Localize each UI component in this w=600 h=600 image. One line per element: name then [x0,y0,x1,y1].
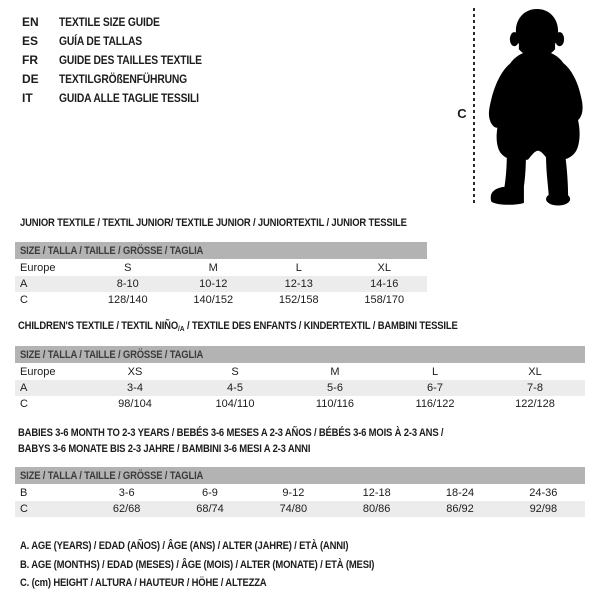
cell: XL [528,366,542,378]
baby-silhouette-icon [484,5,596,206]
language-row [22,31,225,50]
footnote-b [20,556,432,575]
language-code: DE [22,71,39,86]
language-title: GUIDE DES TAILLES TEXTILE [59,52,202,67]
cell: 68/74 [196,503,224,515]
cell: 80/86 [362,503,391,515]
babies-table-title [18,425,513,457]
cell: 10-12 [199,278,228,290]
cell: S [231,366,239,378]
cell: 86/92 [446,503,474,515]
cell: 3-4 [127,382,143,394]
table-row [15,276,427,292]
cell: 18-24 [445,487,475,499]
babies-size-table [15,467,585,517]
row-label: A [20,382,28,394]
size-header-bar [15,242,427,259]
size-header-bar [15,467,585,484]
language-title: GUIDA ALLE TAGLIE TESSILI [59,90,199,105]
cell: 3-6 [118,487,135,499]
children-size-table [15,346,585,412]
cell: XL [377,262,391,274]
cell: 6-9 [202,487,218,499]
footnote-a [20,537,432,556]
language-code: IT [22,90,33,105]
language-title: GUÍA DE TALLAS [59,33,143,48]
row-label: B [20,487,28,499]
table-row [15,380,585,396]
language-title: TEXTILGRÖßENFÜHRUNG [59,71,188,86]
language-code: EN [22,14,39,29]
babies-title-line1: BABIES 3-6 MONTH TO 2-3 YEARS / BEBÉS 3-6 MESES A 2-3 AÑOS / BÉBÉS 3-6 MOIS À 2-3 ANS / [18,427,444,439]
language-row [22,50,225,69]
title-prefix: CHILDREN'S TEXTILE / TEXTIL NIÑO [18,320,179,332]
language-list [22,12,225,107]
title-subscript: /A [178,324,185,333]
row-label: Europe [20,366,56,378]
table-row [15,485,585,501]
language-row [22,69,225,88]
footnote-c-text: C. (cm) HEIGHT / ALTURA / HAUTEUR / HÖHE / ALTEZZA [20,577,267,589]
cell: S [124,262,132,274]
junior-table-title [20,215,470,231]
footnote-b-text: B. AGE (MONTHS) / EDAD (MESES) / ÂGE (MOIS) / ALTER (MONATE) / ETÀ (MESI) [20,558,375,571]
size-header-label: SIZE / TALLA / TAILLE / GRÖSSE / TAGLIA [20,469,204,482]
language-row [22,12,225,31]
cell: 128/140 [107,294,148,306]
cell: 140/152 [193,294,234,306]
cell: 6-7 [427,382,443,394]
title-suffix: / TEXTILE DES ENFANTS / KINDERTEXTIL / BAMBINI TESSILE [184,320,458,332]
junior-size-table [15,242,427,308]
table-row [15,501,585,517]
children-table-title-text [18,318,458,337]
height-measure-label: C [457,106,467,121]
cell: 5-6 [327,382,343,394]
cell: 8-10 [116,278,139,290]
cell: 122/128 [515,398,555,410]
cell: 7-8 [527,382,543,394]
size-header-label: SIZE / TALLA / TAILLE / GRÖSSE / TAGLIA [20,244,204,257]
footnote-c [20,574,432,593]
row-label: A [20,278,28,290]
cell: 152/158 [278,294,319,306]
cell: M [330,366,340,378]
cell: 110/116 [315,398,355,410]
cell: 116/122 [415,398,455,410]
junior-table-title-text: JUNIOR TEXTILE / TEXTIL JUNIOR/ TEXTILE JUNIOR / JUNIORTEXTIL / JUNIOR TESSILE [20,217,407,229]
cell: L [431,366,439,378]
cell: 62/68 [112,503,141,515]
table-row [15,260,427,276]
language-code: FR [22,52,38,67]
cell: 98/104 [118,398,152,410]
cell: 104/110 [215,398,255,410]
cell: 12-13 [284,278,313,290]
cell: 74/80 [279,503,308,515]
cell: 14-16 [370,278,399,290]
cell: M [208,262,218,274]
footnote-a-text: A. AGE (YEARS) / EDAD (AÑOS) / ÂGE (ANS) / ALTER (JAHRE) / ETÀ (ANNI) [20,540,349,552]
row-label: Europe [20,262,56,274]
cell: 24-36 [529,487,558,499]
size-header-label: SIZE / TALLA / TAILLE / GRÖSSE / TAGLIA [20,348,204,361]
cell: 9-12 [282,487,305,499]
size-header-bar [15,346,585,363]
language-code: ES [22,33,39,48]
cell: 158/170 [364,294,405,306]
cell: 12-18 [362,487,391,499]
cell: XS [127,366,143,378]
height-dashed-line [473,8,475,206]
table-row [15,292,427,308]
cell: 92/98 [529,503,558,515]
cell: 4-5 [227,382,243,394]
babies-title-line2: BABYS 3-6 MONATE BIS 2-3 JAHRE / BAMBINI 3-6 MESI A 2-3 ANNI [18,443,311,455]
language-row [22,88,225,107]
row-label: C [20,294,28,306]
cell: L [295,262,302,274]
row-label: C [20,398,28,410]
row-label: C [20,503,28,515]
language-title: TEXTILE SIZE GUIDE [59,14,160,29]
footnotes [20,537,432,593]
table-row [15,396,585,412]
table-row [15,364,585,380]
children-table-title [18,318,529,337]
